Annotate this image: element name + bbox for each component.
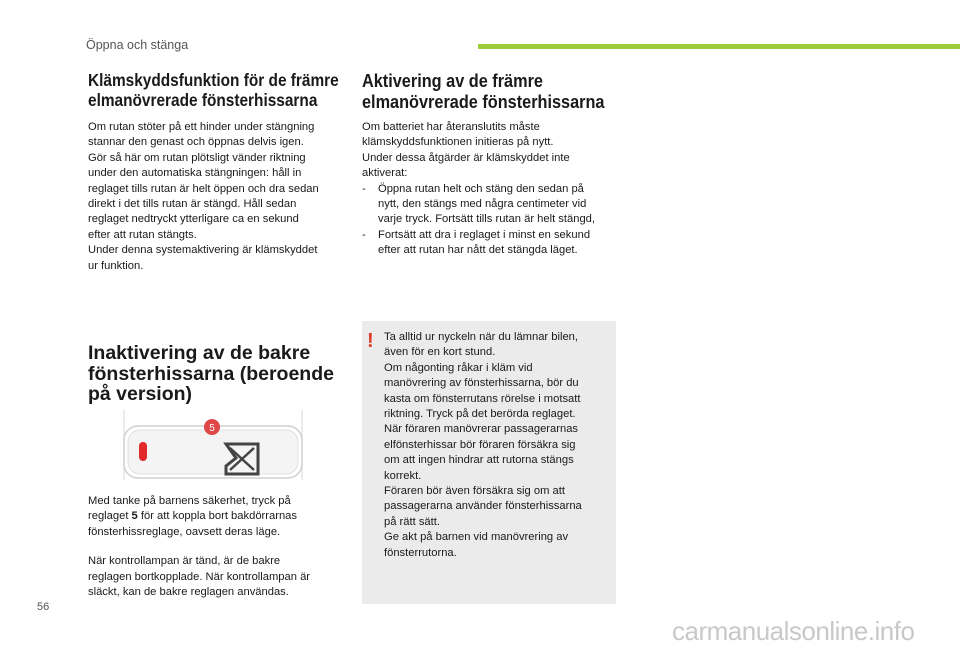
warning-box	[362, 321, 616, 604]
inactivation-text: Med tanke på barnens säkerhet, tryck på reglaget 5 för att koppla bort bakdörrarnas fönsterhissreglage, oavsett deras läge. När kontrollampan är tänd, är de bakre reglagen bortkopplade. När kontrollampan är släckt, kan de bakre reglagen användas.	[88, 495, 311, 599]
callout-number: 5	[209, 423, 215, 434]
pinch-protection-section	[88, 70, 343, 274]
activation-heading: Aktivering av de främre elmanövrerade fönsterhissarna	[362, 70, 605, 112]
warning-icon: !	[367, 330, 374, 352]
pinch-protection-text: Om rutan stöter på ett hinder under stängning stannar den genast och öppnas delvis igen. Gör så här om rutan plötsligt vänder riktning under den automatiska stängningen: håll in reglaget tills rutan är helt öppen och dra sedan direkt i det tills rutan är stängd. Håll sedan reglaget nedtryckt ytterligare ca en sekund efter att rutan stängts. Under denna systemaktivering är klämskyddet ur funktion.	[88, 121, 319, 272]
inactivation-section	[88, 343, 348, 405]
activation-section	[362, 70, 622, 259]
pinch-protection-heading: Klämskyddsfunktion för de främre elmanövrerade fönsterhissarna	[88, 70, 339, 110]
page-number: 56	[37, 601, 50, 613]
activation-text: Om batteriet har återanslutits måste klämskyddsfunktionen initieras på nytt. Under dessa åtgärder är klämskyddet inte aktiverat: - Öppna rutan helt och stäng den sedan på nytt, den stängs med några centimeter vid varje tryck. Fortsätt tills rutan är helt stängd, - Fortsätt att dra i reglaget i minst en sekund efter att rutan har nått det stängda läget.	[362, 120, 622, 259]
rear-window-lock-switch-illustration	[118, 410, 308, 486]
indicator-lamp	[139, 442, 147, 461]
warning-text: Ta alltid ur nyckeln när du lämnar bilen, även för en kort stund. Om någonting råkar i kläm vid manövrering av fönsterhissarna, bör du kasta om fönsterrutans rörelse i motsatt riktning. Tryck på det berörda reglaget. När föraren manövrerar passagerarnas elfönsterhissar bör föraren försäkra sig om att ingen hindrar att rutorna stängs korrekt. Föraren bör även försäkra sig om att passagerarna använder fönsterhissarna på rätt sätt. Ge akt på barnen vid manövrering av fönsterrutorna.	[384, 331, 582, 559]
header-accent-bar	[478, 44, 960, 49]
inactivation-heading: Inaktivering av de bakre fönsterhissarna (beroende på version)	[88, 342, 334, 405]
activation-step-2: - Fortsätt att dra i reglaget i minst en sekund efter att rutan har nått det stängda läget.	[362, 228, 591, 257]
activation-steps	[362, 182, 622, 259]
watermark: carmanualsonline.info	[672, 616, 915, 646]
section-title: Öppna och stänga	[86, 38, 189, 52]
activation-step-1: - Öppna rutan helt och stäng den sedan på nytt, den stängs med några centimeter vid varje tryck. Fortsätt tills rutan är helt stängd,	[362, 182, 595, 226]
